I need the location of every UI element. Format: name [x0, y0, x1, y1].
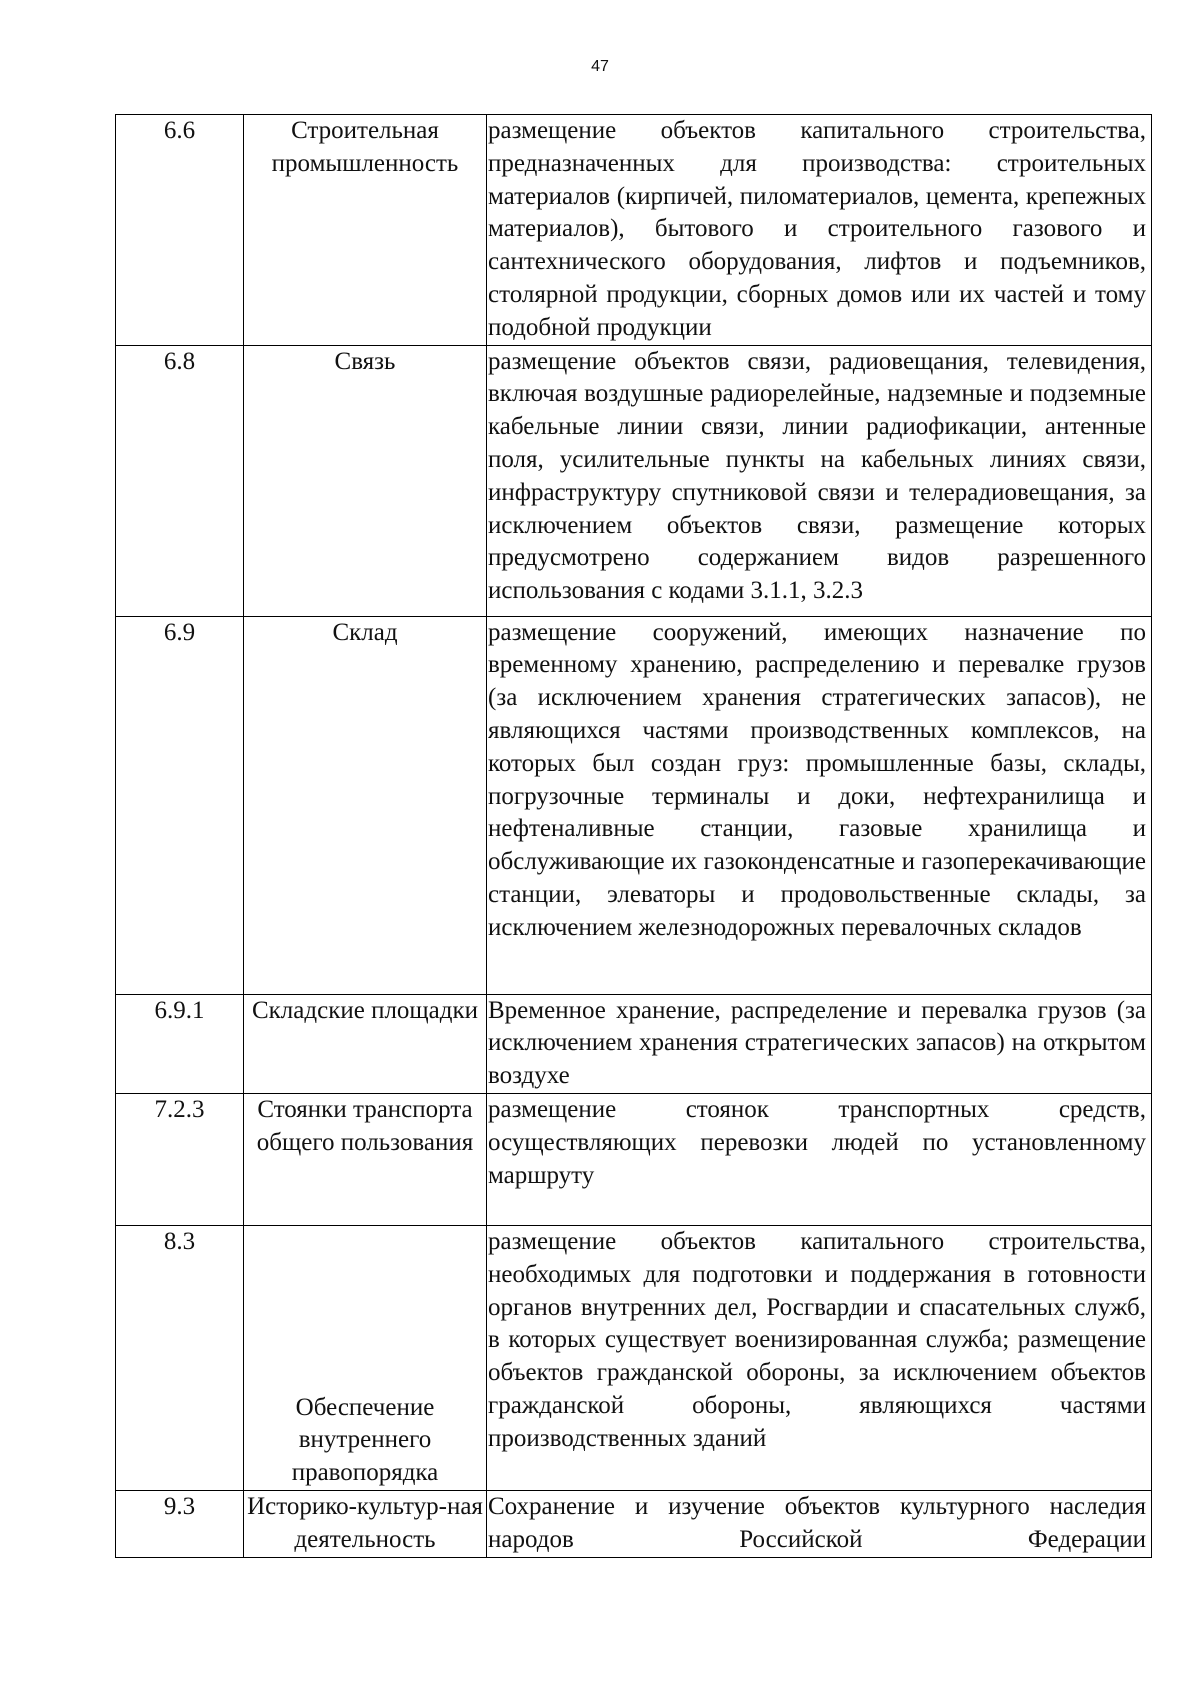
- row-name: Складские площадки: [244, 994, 487, 1093]
- row-name: Историко-культур-ная деятельность: [244, 1490, 487, 1557]
- row-description: размещение объектов связи, радиовещания, телевидения, включая воздушные радиорелейные, надземные и подземные кабельные линии связи, линии радиофикации, антенные поля, усилительные пункты на кабельных линиях связи, инфраструктуру спутниковой связи и телерадиовещания, за исключением объектов связи, размещение которых предусмотрено содержанием видов разрешенного использования с кодами 3.1.1, 3.2.3: [487, 345, 1152, 616]
- row-name: Стоянки транспорта общего пользования: [244, 1093, 487, 1225]
- table-row: [116, 1225, 1152, 1490]
- row-description: Временное хранение, распределение и перевалка грузов (за исключением хранения стратегических запасов) на открытом воздухе: [487, 994, 1152, 1093]
- row-code: 6.8: [116, 345, 244, 616]
- row-code: 9.3: [116, 1490, 244, 1557]
- row-name: Склад: [244, 616, 487, 994]
- table-row: [116, 994, 1152, 1093]
- row-code: 7.2.3: [116, 1093, 244, 1225]
- table-row: [116, 1490, 1152, 1557]
- row-description: размещение сооружений, имеющих назначение по временному хранению, распределению и перевалке грузов (за исключением хранения стратегических запасов), не являющихся частями производственных комплексов, на которых был создан груз: промышленные базы, склады, погрузочные терминалы и доки, нефтехранилища и нефтеналивные станции, газовые хранилища и обслуживающие их газоконденсатные и газоперекачивающие станции, элеваторы и продовольственные склады, за исключением железнодорожных перевалочных складов: [487, 616, 1152, 994]
- row-description: размещение объектов капитального строительства, необходимых для подготовки и поддержания в готовности органов внутренних дел, Росгвардии и спасательных служб, в которых существует военизированная служба; размещение объектов гражданской обороны, за исключением объектов гражданской обороны, являющихся частями производственных зданий: [487, 1225, 1152, 1490]
- row-code: 8.3: [116, 1225, 244, 1490]
- row-code: 6.9: [116, 616, 244, 994]
- table-row: [116, 1093, 1152, 1225]
- page-number: 47: [591, 58, 609, 75]
- row-name: Строительная промышленность: [244, 115, 487, 346]
- table-row: [116, 616, 1152, 994]
- row-description: размещение стоянок транспортных средств, осуществляющих перевозки людей по установленному маршруту: [487, 1093, 1152, 1225]
- row-name: Обеспечение внутреннего правопорядка: [244, 1225, 487, 1490]
- land-use-table: [115, 114, 1152, 1558]
- row-description: Сохранение и изучение объектов культурного наследия народов Российской Федерации: [487, 1490, 1152, 1557]
- table-row: [116, 345, 1152, 616]
- row-name: Связь: [244, 345, 487, 616]
- table-row: [116, 115, 1152, 346]
- row-code: 6.6: [116, 115, 244, 346]
- row-code: 6.9.1: [116, 994, 244, 1093]
- row-description: размещение объектов капитального строительства, предназначенных для производства: строительных материалов (кирпичей, пиломатериалов, цемента, крепежных материалов), бытового и строительного газового и сантехнического оборудования, лифтов и подъемников, столярной продукции, сборных домов или их частей и тому подобной продукции: [487, 115, 1152, 346]
